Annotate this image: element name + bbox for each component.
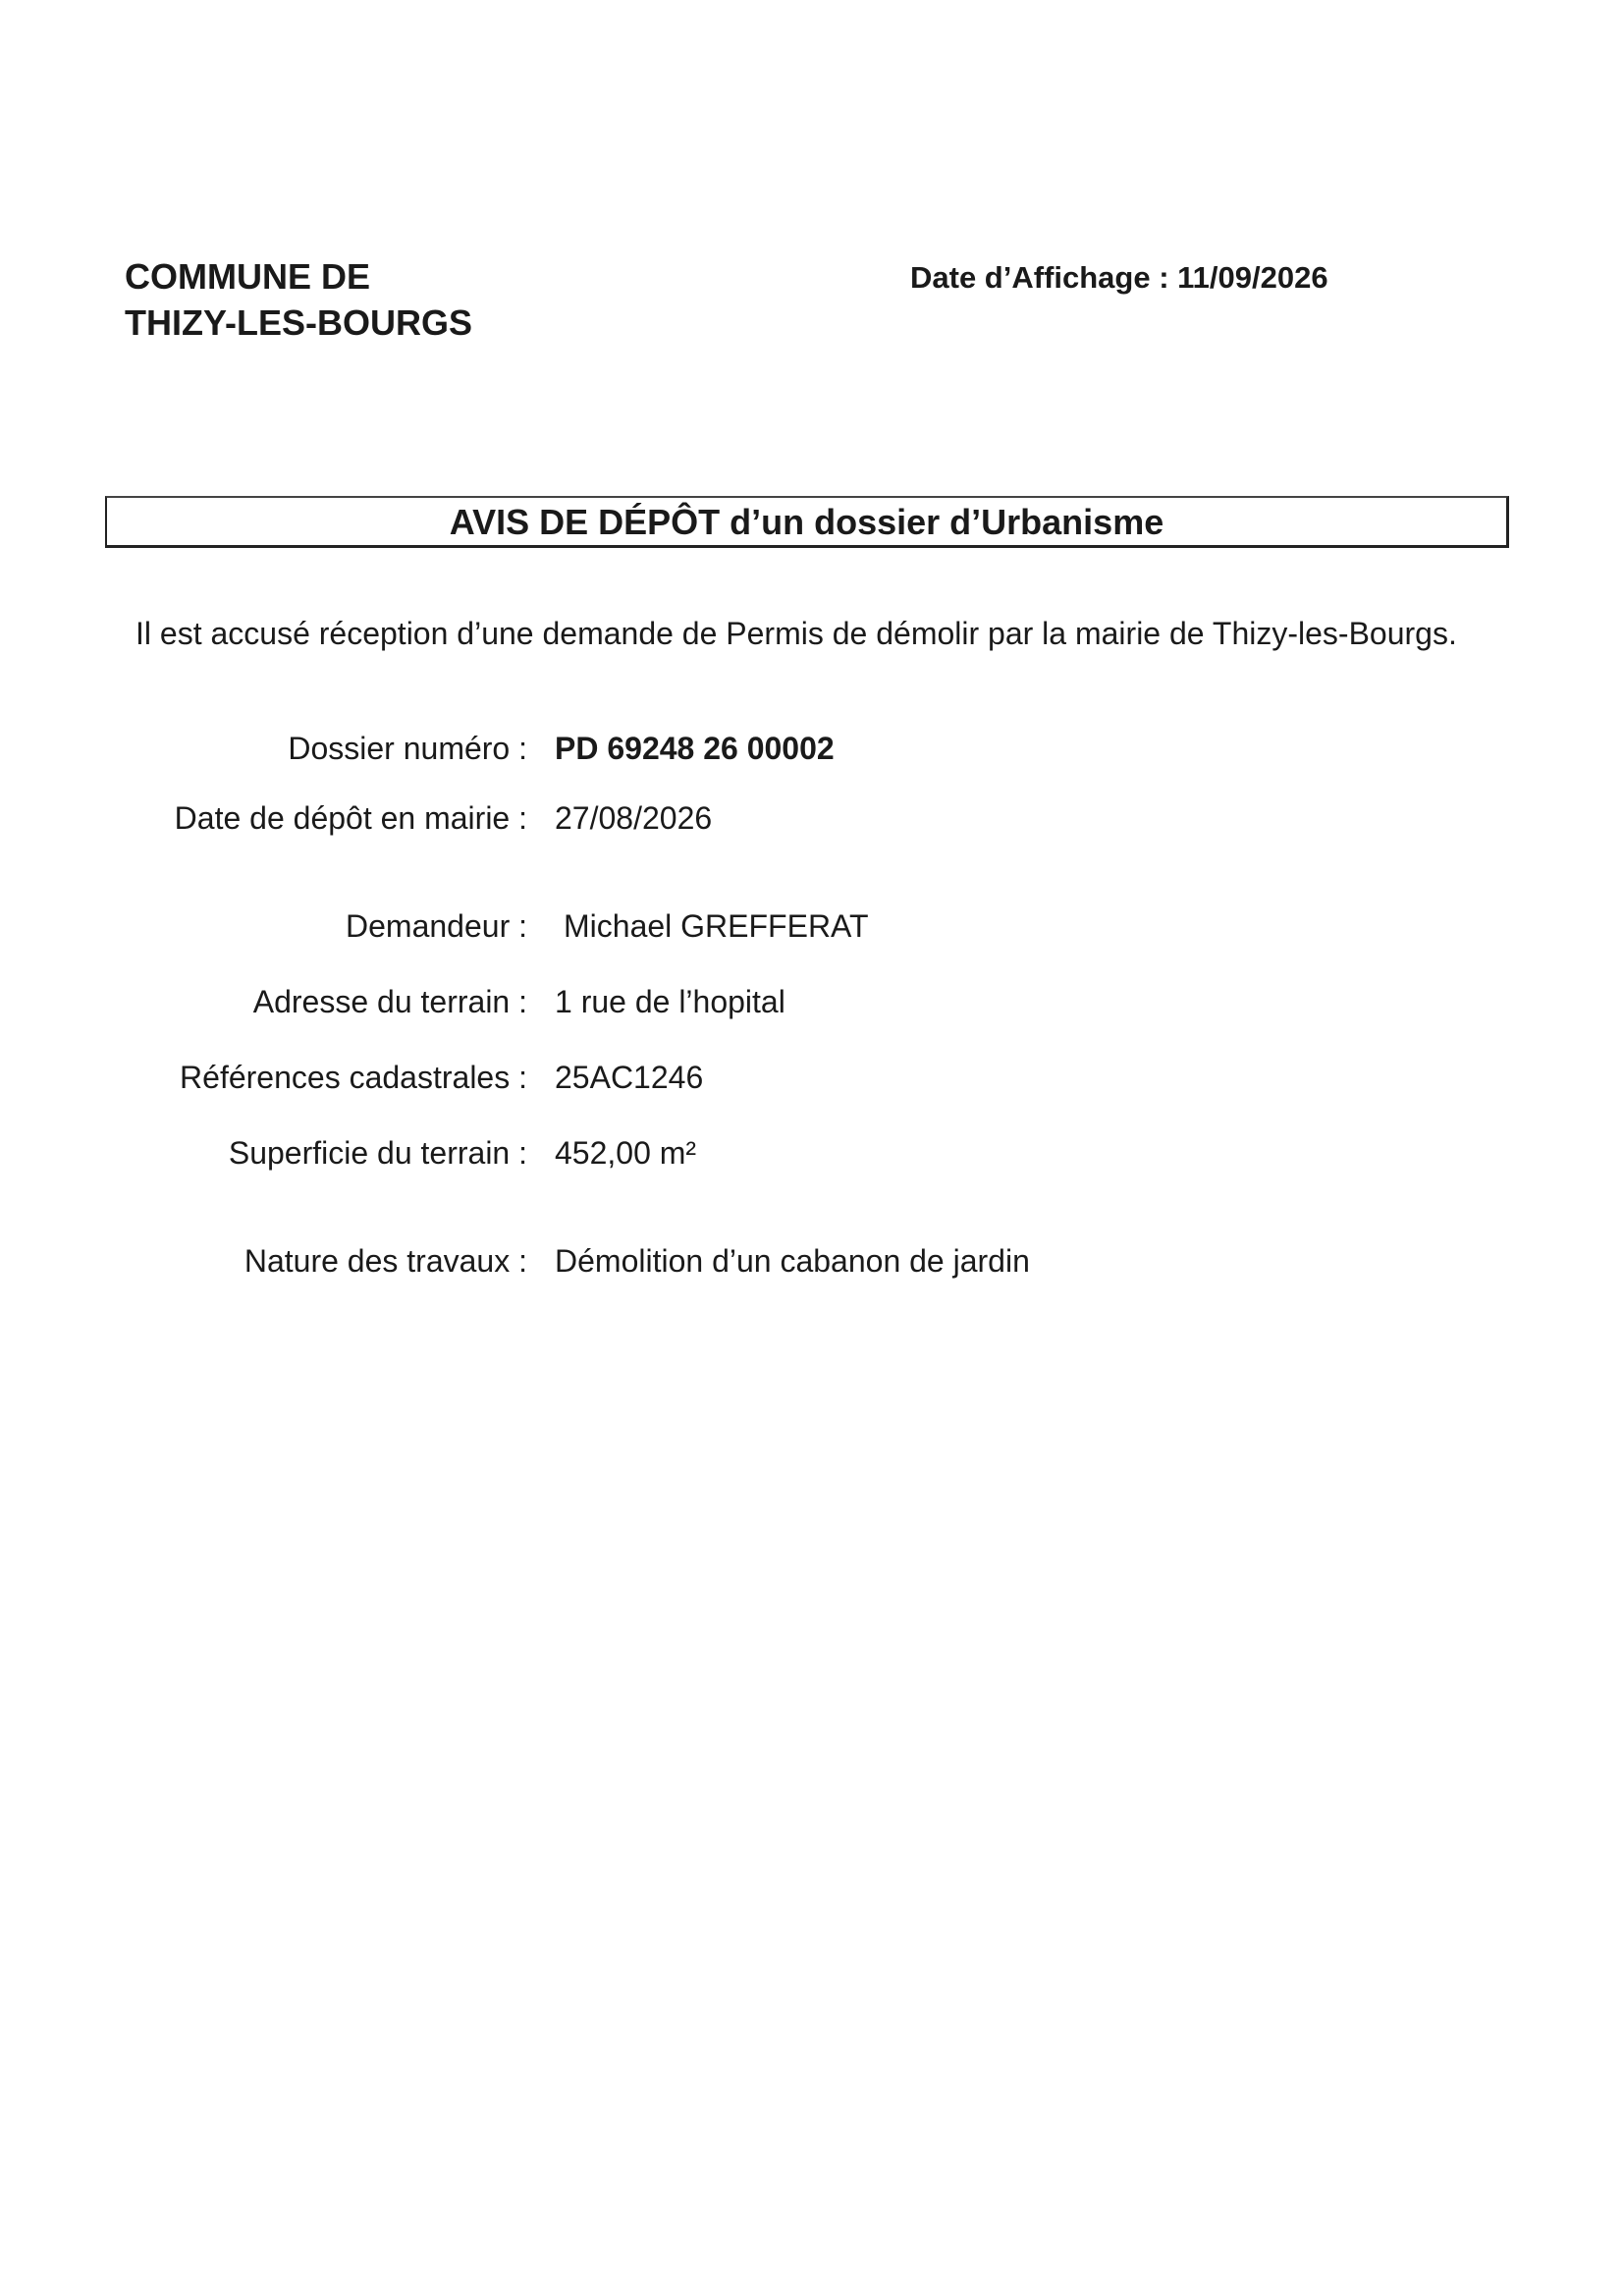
field-references	[0, 1058, 1623, 1097]
field-value: 27/08/2026	[555, 800, 713, 836]
commune-line-1: COMMUNE DE	[125, 256, 370, 297]
field-value: 1 rue de l’hopital	[555, 984, 785, 1019]
field-date-depot	[0, 798, 1623, 838]
field-value: 25AC1246	[555, 1060, 704, 1095]
field-value: Démolition d’un cabanon de jardin	[555, 1243, 1030, 1279]
field-label: Superficie du terrain :	[228, 1135, 527, 1171]
field-adresse	[0, 982, 1623, 1021]
intro-paragraph: Il est accusé réception d’une demande de Permis de démolir par la mairie de Thizy-les-Bourgs.	[135, 616, 1457, 651]
date-affichage: Date d’Affichage : 11/09/2026	[910, 260, 1328, 295]
notice-title: AVIS DE DÉPÔT d’un dossier d’Urbanisme	[105, 496, 1509, 548]
field-value: 452,00 m²	[555, 1135, 697, 1171]
field-value: PD 69248 26 00002	[555, 731, 835, 766]
commune-line-2: THIZY-LES-BOURGS	[125, 302, 473, 343]
field-label: Références cadastrales :	[180, 1060, 527, 1095]
field-nature	[0, 1241, 1623, 1281]
field-label: Demandeur :	[346, 908, 527, 944]
field-label: Dossier numéro :	[288, 731, 527, 766]
field-value: Michael GREFFERAT	[564, 908, 869, 944]
field-label: Nature des travaux :	[243, 1243, 527, 1279]
field-dossier	[0, 729, 1623, 768]
field-label: Date de dépôt en mairie :	[174, 800, 527, 836]
field-superficie	[0, 1133, 1623, 1173]
commune-name	[125, 253, 472, 346]
field-demandeur	[0, 906, 1623, 946]
field-label: Adresse du terrain :	[252, 984, 527, 1019]
